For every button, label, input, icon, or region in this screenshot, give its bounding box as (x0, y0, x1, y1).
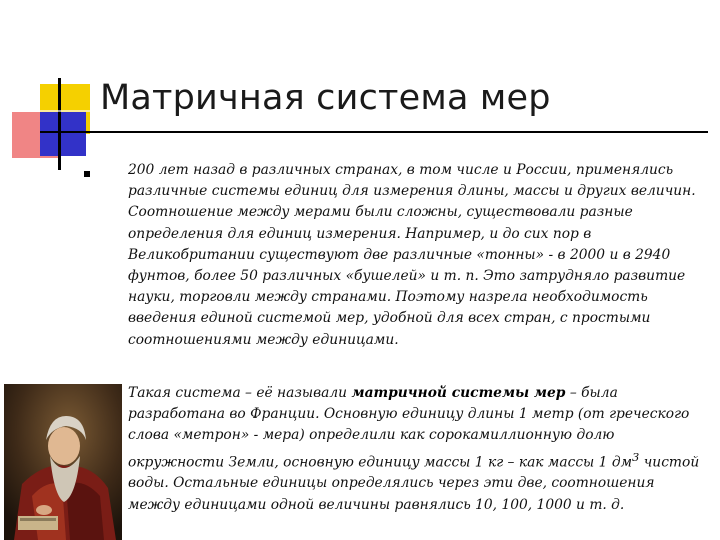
superscript-exponent: 3 (632, 449, 640, 464)
slide-logo-decoration (0, 0, 110, 170)
logo-vertical-bar (58, 78, 61, 170)
portrait-painting (4, 384, 122, 540)
emphasized-term: матричной системы мер (351, 385, 566, 401)
logo-blue-square (40, 112, 86, 156)
paragraph-2-ending: чистой воды. Остальные единицы определялись через эти две, соотношения между единицами одной величины равнялись 10, 100, 1000 и т. д. (128, 454, 700, 513)
paragraph-2-body: – была разработана во Франции. Основную единицу длины 1 метр (от греческого слова «метрон» - мера) определили как сорокамиллионную долю окружности Земли, основную единицу массы 1 кг – как массы 1 дм (128, 385, 690, 471)
title-underline (40, 131, 708, 133)
bullet-marker-1 (84, 171, 90, 177)
slide-title: Матричная система мер (100, 78, 551, 118)
paragraph-2-intro: Такая система – её называли (128, 385, 352, 401)
bullet-paragraph-2 (128, 383, 700, 516)
bullet-paragraph-1: 200 лет назад в различных странах, в том числе и России, применялись различные системы единиц для измерения длины, массы и других величин. Соотношение между мерами были сложны, существовали разные определения для единиц измерения. Например, и до сих пор в Великобритании существуют две различные «тонны» - в 2000 и в 2940 фунтов, более 50 различных «бушелей» и т. п. Это затрудняло развитие науки, торговли между странами. Поэтому назрела необходимость введения единой системой мер, удобной для всех стран, с простыми соотношениями между единицами. (128, 162, 696, 348)
logo-white-gap (40, 110, 90, 112)
